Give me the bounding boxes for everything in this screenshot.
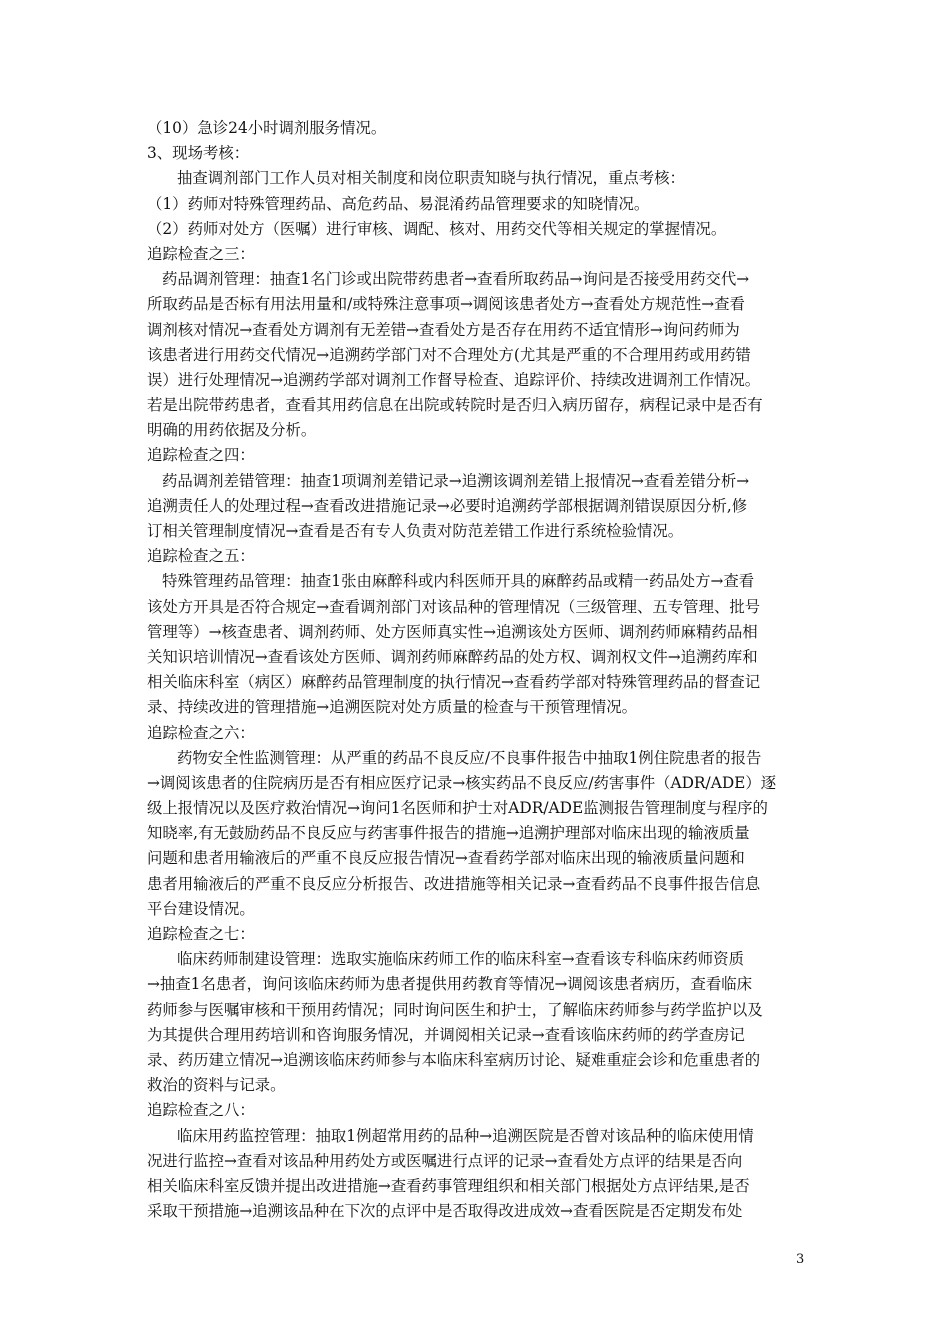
text-line: 所取药品是否标有用法用量和/或特殊注意事项→调阅该患者处方→查看处方规范性→查看 [147, 295, 745, 314]
text-line: 明确的用药依据及分析。 [147, 421, 317, 440]
text-line: 救治的资料与记录。 [147, 1076, 286, 1095]
text-line: 录、持续改进的管理措施→追溯医院对处方质量的检查与干预管理情况。 [147, 698, 638, 717]
text-line: 患者用输液后的严重不良反应分析报告、改进措施等相关记录→查看药品不良事件报告信息 [147, 874, 761, 893]
section-heading: 追踪检查之六： [147, 723, 255, 742]
text-line: 级上报情况以及医疗救治情况→询问1名医师和护士对ADR/ADE监测报告管理制度与程序的 [147, 799, 768, 818]
section-heading: 追踪检查之七： [147, 925, 255, 943]
text-line: 药师参与医嘱审核和干预用药情况；同时询问医生和护士，了解临床药师参与药学监护以及 [147, 1000, 763, 1019]
text-line: 采取干预措施→追溯该品种在下次的点评中是否取得改进成效→查看医院是否定期发布处 [147, 1202, 743, 1221]
text-line: （1）药师对特殊管理药品、高危药品、易混淆药品管理要求的知晓情况。 [147, 194, 650, 213]
text-line: 追溯责任人的处理过程→查看改进措施记录→必要时追溯药学部根据调剂错误原因分析,修 [147, 496, 748, 515]
text-line: 录、药历建立情况→追溯该临床药师参与本临床科室病历讨论、疑难重症会诊和危重患者的 [147, 1050, 761, 1069]
text-line: 知晓率,有无鼓励药品不良反应与药害事件报告的措施→追溯护理部对临床出现的输液质量 [147, 824, 750, 843]
section-heading: 追踪检查之五： [147, 547, 255, 566]
text-line: 临床用药监控管理：抽取1例超常用药的品种→追溯医院是否曾对该品种的临床使用情 [177, 1126, 754, 1145]
text-line: 药品调剂管理：抽查1名门诊或出院带药患者→查看所取药品→询问是否接受用药交代→ [162, 270, 750, 289]
text-line: →调阅该患者的住院病历是否有相应医疗记录→核实药品不良反应/药害事件（ADR/ADE）逐 [147, 773, 777, 792]
text-line: 误）进行处理情况→追溯药学部对调剂工作督导检查、追踪评价、持续改进调剂工作情况。 [147, 370, 761, 389]
text-line: 药物安全性监测管理：从严重的药品不良反应/不良事件报告中抽取1例住院患者的报告 [177, 748, 762, 767]
text-line: 药品调剂差错管理：抽查1项调剂差错记录→追溯该调剂差错上报情况→查看差错分析→ [162, 471, 750, 490]
text-line: 特殊管理药品管理：抽查1张由麻醉科或内科医师开具的麻醉药品或精一药品处方→查看 [162, 572, 755, 591]
text-line: 为其提供合理用药培训和咨询服务情况，并调阅相关记录→查看该临床药师的药学查房记 [147, 1025, 745, 1044]
text-line: 相关临床科室反馈并提出改进措施→查看药事管理组织和相关部门根据处方点评结果,是否 [147, 1176, 750, 1195]
page-number: 3 [796, 1252, 805, 1267]
text-line: 调剂核对情况→查看处方调剂有无差错→查看处方是否存在用药不适宜情形→询问药师为 [147, 320, 740, 339]
text-line: 若是出院带药患者，查看其用药信息在出院或转院时是否归入病历留存，病程记录中是否有 [147, 396, 763, 415]
text-line: 临床药师制建设管理：选取实施临床药师工作的临床科室→查看该专科临床药师资质 [177, 950, 744, 969]
text-line: 平台建设情况。 [147, 899, 255, 918]
section-heading: 追踪检查之四： [147, 446, 255, 465]
text-line: 该患者进行用药交代情况→追溯药学部门对不合理处方(尤其是严重的不合理用药或用药错 [147, 345, 751, 364]
text-line: 抽查调剂部门工作人员对相关制度和岗位职责知晓与执行情况，重点考核： [177, 169, 685, 188]
section-heading: 追踪检查之三： [147, 244, 255, 263]
text-line: 相关临床科室（病区）麻醉药品管理制度的执行情况→查看药学部对特殊管理药品的督查记 [147, 673, 761, 692]
section-heading: 追踪检查之八： [147, 1101, 255, 1120]
text-line: 问题和患者用输液后的严重不良反应报告情况→查看药学部对临床出现的输液质量问题和 [147, 849, 745, 868]
text-line: 关知识培训情况→查看该处方医师、调剂药师麻醉药品的处方权、调剂权文件→追溯药库和 [147, 647, 758, 666]
text-line: 况进行监控→查看对该品种用药处方或医嘱进行点评的记录→查看处方点评的结果是否向 [147, 1151, 743, 1170]
document-body [147, 116, 810, 1224]
section-heading: 3、现场考核： [147, 144, 250, 163]
text-line: 订相关管理制度情况→查看是否有专人负责对防范差错工作进行系统检验情况。 [147, 522, 684, 540]
text-line: （2）药师对处方（医嘱）进行审核、调配、核对、用药交代等相关规定的掌握情况。 [147, 219, 727, 238]
text-line: 该处方开具是否符合规定→查看调剂部门对该品种的管理情况（三级管理、五专管理、批号 [147, 597, 761, 616]
text-line: →抽查1名患者，询问该临床药师为患者提供用药教育等情况→调阅该患者病历，查看临床 [147, 975, 753, 994]
text-line: （10）急诊24小时调剂服务情况。 [147, 119, 387, 137]
text-line: 管理等）→核查患者、调剂药师、处方医师真实性→追溯该处方医师、调剂药师麻精药品相 [147, 622, 758, 641]
